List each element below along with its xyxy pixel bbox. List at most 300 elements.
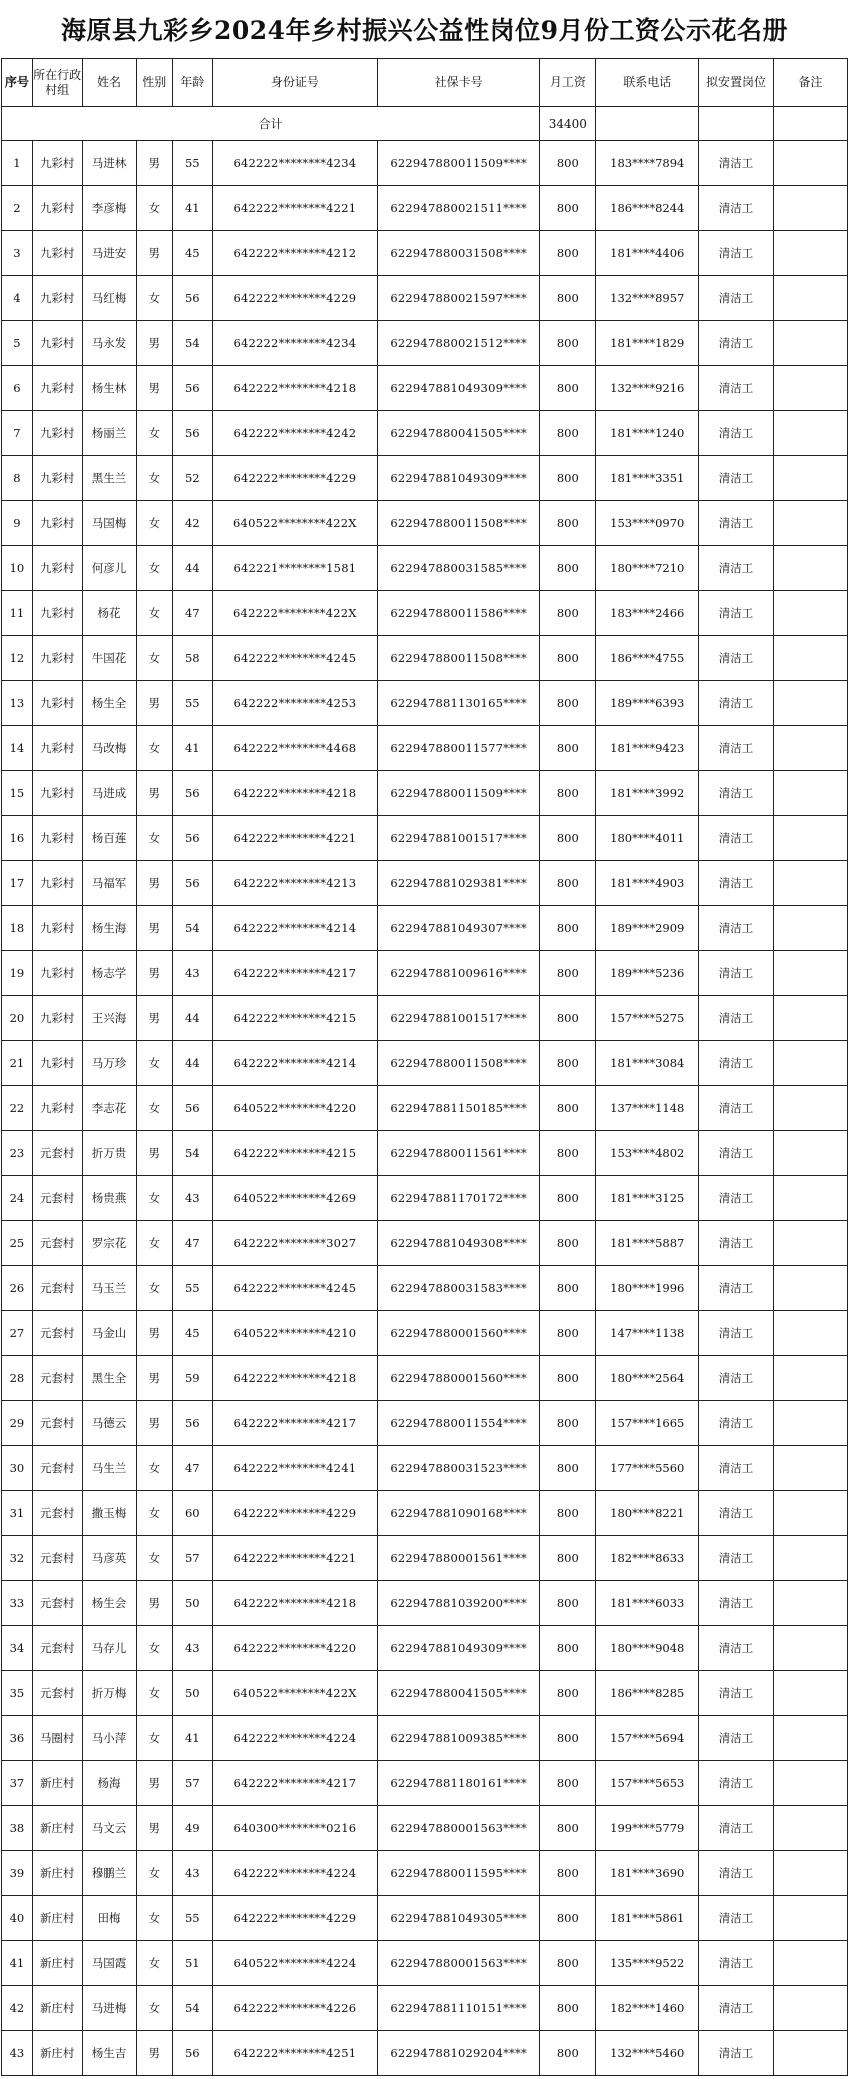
cell-post: 清洁工	[699, 501, 774, 546]
cell-id: 642222********4221	[212, 186, 377, 231]
cell-wage: 800	[540, 411, 596, 456]
cell-seq: 34	[2, 1626, 33, 1671]
cell-wage: 800	[540, 1626, 596, 1671]
cell-age: 47	[172, 591, 212, 636]
cell-age: 42	[172, 501, 212, 546]
cell-wage: 800	[540, 591, 596, 636]
cell-gender: 女	[136, 186, 172, 231]
cell-gender: 女	[136, 1536, 172, 1581]
cell-post: 清洁工	[699, 1941, 774, 1986]
cell-remark	[774, 2031, 848, 2076]
cell-remark	[774, 231, 848, 276]
cell-age: 43	[172, 951, 212, 996]
cell-wage: 800	[540, 321, 596, 366]
cell-village: 九彩村	[32, 636, 82, 681]
cell-age: 56	[172, 771, 212, 816]
cell-wage: 800	[540, 1851, 596, 1896]
table-row	[2, 1626, 848, 1671]
cell-village: 马圈村	[32, 1716, 82, 1761]
cell-card: 622947881029381****	[378, 861, 540, 906]
cell-card: 622947881049307****	[378, 906, 540, 951]
cell-name: 李彦梅	[82, 186, 136, 231]
cell-card: 622947880001560****	[378, 1356, 540, 1401]
cell-gender: 女	[136, 816, 172, 861]
cell-id: 640522********422X	[212, 501, 377, 546]
table-row	[2, 456, 848, 501]
cell-name: 马进梅	[82, 1986, 136, 2031]
cell-remark	[774, 546, 848, 591]
cell-remark	[774, 276, 848, 321]
cell-card: 622947881029204****	[378, 2031, 540, 2076]
cell-name: 杨生全	[82, 681, 136, 726]
cell-id: 642222********4229	[212, 1896, 377, 1941]
cell-village: 元套村	[32, 1131, 82, 1176]
header-remark: 备注	[774, 59, 848, 107]
cell-phone: 181****1829	[596, 321, 699, 366]
cell-remark	[774, 1356, 848, 1401]
cell-gender: 女	[136, 1041, 172, 1086]
cell-post: 清洁工	[699, 1131, 774, 1176]
cell-seq: 24	[2, 1176, 33, 1221]
cell-phone: 186****8244	[596, 186, 699, 231]
cell-remark	[774, 726, 848, 771]
cell-wage: 800	[540, 771, 596, 816]
cell-village: 元套村	[32, 1221, 82, 1266]
cell-seq: 14	[2, 726, 33, 771]
cell-post: 清洁工	[699, 321, 774, 366]
header-phone: 联系电话	[596, 59, 699, 107]
cell-remark	[774, 501, 848, 546]
cell-phone: 153****4802	[596, 1131, 699, 1176]
cell-remark	[774, 681, 848, 726]
table-row	[2, 501, 848, 546]
cell-remark	[774, 1716, 848, 1761]
cell-seq: 16	[2, 816, 33, 861]
cell-wage: 800	[540, 636, 596, 681]
cell-remark	[774, 1221, 848, 1266]
cell-seq: 9	[2, 501, 33, 546]
cell-phone: 157****5275	[596, 996, 699, 1041]
cell-id: 640522********4210	[212, 1311, 377, 1356]
cell-wage: 800	[540, 816, 596, 861]
cell-village: 九彩村	[32, 591, 82, 636]
total-empty-remark	[774, 107, 848, 141]
cell-remark	[774, 1086, 848, 1131]
cell-wage: 800	[540, 1221, 596, 1266]
cell-phone: 180****9048	[596, 1626, 699, 1671]
cell-phone: 180****8221	[596, 1491, 699, 1536]
cell-seq: 13	[2, 681, 33, 726]
cell-wage: 800	[540, 726, 596, 771]
cell-phone: 157****1665	[596, 1401, 699, 1446]
cell-age: 41	[172, 186, 212, 231]
cell-card: 622947880011509****	[378, 141, 540, 186]
cell-id: 642222********4251	[212, 2031, 377, 2076]
cell-age: 45	[172, 1311, 212, 1356]
cell-card: 622947881090168****	[378, 1491, 540, 1536]
cell-name: 杨生林	[82, 366, 136, 411]
cell-phone: 199****5779	[596, 1806, 699, 1851]
cell-wage: 800	[540, 231, 596, 276]
total-row	[2, 107, 848, 141]
cell-seq: 32	[2, 1536, 33, 1581]
cell-gender: 男	[136, 321, 172, 366]
cell-age: 43	[172, 1851, 212, 1896]
cell-phone: 157****5694	[596, 1716, 699, 1761]
cell-remark	[774, 591, 848, 636]
cell-post: 清洁工	[699, 1986, 774, 2031]
cell-post: 清洁工	[699, 1311, 774, 1356]
cell-post: 清洁工	[699, 456, 774, 501]
cell-gender: 女	[136, 1941, 172, 1986]
cell-village: 九彩村	[32, 726, 82, 771]
cell-seq: 41	[2, 1941, 33, 1986]
cell-seq: 23	[2, 1131, 33, 1176]
cell-gender: 女	[136, 1491, 172, 1536]
cell-gender: 女	[136, 591, 172, 636]
cell-card: 622947881110151****	[378, 1986, 540, 2031]
cell-name: 黑生全	[82, 1356, 136, 1401]
cell-remark	[774, 1311, 848, 1356]
cell-id: 642222********4218	[212, 771, 377, 816]
cell-name: 黑生兰	[82, 456, 136, 501]
cell-age: 54	[172, 906, 212, 951]
cell-name: 马国梅	[82, 501, 136, 546]
cell-card: 622947880031585****	[378, 546, 540, 591]
cell-village: 九彩村	[32, 141, 82, 186]
cell-age: 52	[172, 456, 212, 501]
cell-card: 622947880021511****	[378, 186, 540, 231]
table-row	[2, 276, 848, 321]
header-id: 身份证号	[212, 59, 377, 107]
cell-seq: 31	[2, 1491, 33, 1536]
cell-id: 642222********4217	[212, 1401, 377, 1446]
cell-remark	[774, 141, 848, 186]
cell-phone: 181****5861	[596, 1896, 699, 1941]
cell-phone: 180****2564	[596, 1356, 699, 1401]
cell-post: 清洁工	[699, 276, 774, 321]
cell-phone: 180****4011	[596, 816, 699, 861]
header-wage: 月工资	[540, 59, 596, 107]
cell-post: 清洁工	[699, 1536, 774, 1581]
table-row	[2, 1761, 848, 1806]
table-row	[2, 1491, 848, 1536]
cell-name: 马红梅	[82, 276, 136, 321]
cell-post: 清洁工	[699, 636, 774, 681]
cell-remark	[774, 366, 848, 411]
cell-gender: 男	[136, 861, 172, 906]
cell-gender: 男	[136, 771, 172, 816]
cell-remark	[774, 1851, 848, 1896]
cell-post: 清洁工	[699, 411, 774, 456]
cell-age: 49	[172, 1806, 212, 1851]
cell-card: 622947880021512****	[378, 321, 540, 366]
cell-village: 九彩村	[32, 1041, 82, 1086]
cell-id: 642222********4218	[212, 1356, 377, 1401]
cell-card: 622947880011577****	[378, 726, 540, 771]
cell-card: 622947880011586****	[378, 591, 540, 636]
cell-post: 清洁工	[699, 1491, 774, 1536]
cell-wage: 800	[540, 1671, 596, 1716]
cell-id: 642222********4215	[212, 1131, 377, 1176]
header-post: 拟安置岗位	[699, 59, 774, 107]
table-row	[2, 1176, 848, 1221]
cell-name: 马玉兰	[82, 1266, 136, 1311]
cell-card: 622947880011561****	[378, 1131, 540, 1176]
cell-wage: 800	[540, 456, 596, 501]
cell-card: 622947881049309****	[378, 1626, 540, 1671]
cell-age: 56	[172, 816, 212, 861]
cell-wage: 800	[540, 1446, 596, 1491]
cell-card: 622947880001560****	[378, 1311, 540, 1356]
cell-card: 622947881049309****	[378, 456, 540, 501]
cell-remark	[774, 861, 848, 906]
cell-age: 54	[172, 321, 212, 366]
cell-id: 642222********4253	[212, 681, 377, 726]
table-row	[2, 1446, 848, 1491]
cell-gender: 男	[136, 1806, 172, 1851]
cell-phone: 186****4755	[596, 636, 699, 681]
cell-remark	[774, 1671, 848, 1716]
cell-remark	[774, 1176, 848, 1221]
cell-id: 642222********4234	[212, 321, 377, 366]
cell-village: 元套村	[32, 1356, 82, 1401]
cell-id: 642222********4224	[212, 1851, 377, 1896]
cell-gender: 女	[136, 546, 172, 591]
cell-village: 九彩村	[32, 771, 82, 816]
cell-seq: 29	[2, 1401, 33, 1446]
cell-age: 50	[172, 1581, 212, 1626]
cell-age: 51	[172, 1941, 212, 1986]
cell-phone: 181****3351	[596, 456, 699, 501]
cell-phone: 182****1460	[596, 1986, 699, 2031]
cell-name: 折万贵	[82, 1131, 136, 1176]
table-row	[2, 1266, 848, 1311]
cell-seq: 19	[2, 951, 33, 996]
cell-gender: 男	[136, 681, 172, 726]
cell-seq: 5	[2, 321, 33, 366]
cell-card: 622947880011509****	[378, 771, 540, 816]
cell-name: 马万珍	[82, 1041, 136, 1086]
cell-village: 九彩村	[32, 276, 82, 321]
cell-id: 642222********4468	[212, 726, 377, 771]
cell-id: 642222********4221	[212, 1536, 377, 1581]
cell-post: 清洁工	[699, 726, 774, 771]
cell-remark	[774, 1986, 848, 2031]
cell-id: 642222********4218	[212, 1581, 377, 1626]
cell-name: 马存儿	[82, 1626, 136, 1671]
cell-name: 折万梅	[82, 1671, 136, 1716]
cell-id: 640522********4220	[212, 1086, 377, 1131]
cell-phone: 180****7210	[596, 546, 699, 591]
total-wage: 34400	[540, 107, 596, 141]
cell-age: 44	[172, 546, 212, 591]
header-age: 年龄	[172, 59, 212, 107]
roster-table	[1, 58, 848, 2076]
table-row	[2, 591, 848, 636]
cell-seq: 15	[2, 771, 33, 816]
cell-gender: 女	[136, 726, 172, 771]
header-seq: 序号	[2, 59, 33, 107]
cell-post: 清洁工	[699, 2031, 774, 2076]
cell-age: 57	[172, 1761, 212, 1806]
cell-post: 清洁工	[699, 1446, 774, 1491]
cell-wage: 800	[540, 681, 596, 726]
cell-village: 元套村	[32, 1311, 82, 1356]
table-row	[2, 906, 848, 951]
table-row	[2, 1356, 848, 1401]
cell-wage: 800	[540, 1491, 596, 1536]
cell-seq: 36	[2, 1716, 33, 1761]
cell-card: 622947880001563****	[378, 1806, 540, 1851]
cell-name: 撒玉梅	[82, 1491, 136, 1536]
cell-phone: 137****1148	[596, 1086, 699, 1131]
cell-gender: 男	[136, 366, 172, 411]
cell-card: 622947881170172****	[378, 1176, 540, 1221]
cell-remark	[774, 456, 848, 501]
table-row	[2, 726, 848, 771]
cell-phone: 132****5460	[596, 2031, 699, 2076]
cell-card: 622947880031508****	[378, 231, 540, 276]
cell-post: 清洁工	[699, 1806, 774, 1851]
cell-name: 杨花	[82, 591, 136, 636]
cell-village: 九彩村	[32, 816, 82, 861]
cell-id: 642222********4229	[212, 1491, 377, 1536]
cell-name: 杨生海	[82, 906, 136, 951]
cell-seq: 11	[2, 591, 33, 636]
cell-seq: 2	[2, 186, 33, 231]
cell-card: 622947881009616****	[378, 951, 540, 996]
cell-village: 元套村	[32, 1671, 82, 1716]
cell-gender: 男	[136, 1761, 172, 1806]
cell-name: 杨海	[82, 1761, 136, 1806]
cell-seq: 28	[2, 1356, 33, 1401]
page-title: 海原县九彩乡2024年乡村振兴公益性岗位9月份工资公示花名册	[61, 16, 788, 45]
header-gender: 性别	[136, 59, 172, 107]
cell-wage: 800	[540, 1581, 596, 1626]
cell-card: 622947880011508****	[378, 636, 540, 681]
cell-remark	[774, 816, 848, 861]
cell-village: 元套村	[32, 1581, 82, 1626]
cell-post: 清洁工	[699, 1626, 774, 1671]
cell-age: 41	[172, 726, 212, 771]
cell-phone: 181****4406	[596, 231, 699, 276]
cell-gender: 女	[136, 1086, 172, 1131]
cell-wage: 800	[540, 2031, 596, 2076]
cell-seq: 22	[2, 1086, 33, 1131]
cell-village: 元套村	[32, 1491, 82, 1536]
table-row	[2, 2031, 848, 2076]
cell-wage: 800	[540, 546, 596, 591]
table-row	[2, 1581, 848, 1626]
cell-wage: 800	[540, 1176, 596, 1221]
cell-phone: 181****1240	[596, 411, 699, 456]
table-row	[2, 1086, 848, 1131]
cell-wage: 800	[540, 1761, 596, 1806]
cell-post: 清洁工	[699, 231, 774, 276]
cell-wage: 800	[540, 1536, 596, 1581]
cell-gender: 女	[136, 456, 172, 501]
cell-age: 55	[172, 1266, 212, 1311]
table-row	[2, 321, 848, 366]
cell-phone: 189****2909	[596, 906, 699, 951]
cell-name: 马进成	[82, 771, 136, 816]
table-row	[2, 231, 848, 276]
cell-gender: 男	[136, 951, 172, 996]
cell-card: 622947880041505****	[378, 1671, 540, 1716]
cell-village: 九彩村	[32, 411, 82, 456]
cell-card: 622947881001517****	[378, 996, 540, 1041]
cell-seq: 4	[2, 276, 33, 321]
cell-gender: 男	[136, 1131, 172, 1176]
cell-wage: 800	[540, 1941, 596, 1986]
cell-card: 622947881130165****	[378, 681, 540, 726]
table-row	[2, 186, 848, 231]
cell-card: 622947880041505****	[378, 411, 540, 456]
cell-gender: 女	[136, 1176, 172, 1221]
cell-remark	[774, 1446, 848, 1491]
cell-card: 622947881001517****	[378, 816, 540, 861]
cell-wage: 800	[540, 1041, 596, 1086]
cell-gender: 男	[136, 1581, 172, 1626]
cell-village: 九彩村	[32, 996, 82, 1041]
cell-gender: 女	[136, 1851, 172, 1896]
cell-village: 新庄村	[32, 1941, 82, 1986]
table-row	[2, 861, 848, 906]
cell-post: 清洁工	[699, 816, 774, 861]
cell-name: 杨贵燕	[82, 1176, 136, 1221]
cell-gender: 女	[136, 1986, 172, 2031]
cell-seq: 21	[2, 1041, 33, 1086]
cell-id: 642222********4214	[212, 906, 377, 951]
cell-name: 杨生会	[82, 1581, 136, 1626]
cell-id: 642222********4224	[212, 1716, 377, 1761]
cell-village: 元套村	[32, 1626, 82, 1671]
cell-village: 新庄村	[32, 1896, 82, 1941]
cell-age: 45	[172, 231, 212, 276]
cell-village: 九彩村	[32, 546, 82, 591]
cell-post: 清洁工	[699, 1671, 774, 1716]
cell-id: 642222********4213	[212, 861, 377, 906]
cell-remark	[774, 996, 848, 1041]
cell-age: 58	[172, 636, 212, 681]
cell-village: 元套村	[32, 1536, 82, 1581]
cell-id: 642222********4218	[212, 366, 377, 411]
cell-id: 642222********4221	[212, 816, 377, 861]
cell-phone: 182****8633	[596, 1536, 699, 1581]
cell-phone: 132****9216	[596, 366, 699, 411]
cell-phone: 186****8285	[596, 1671, 699, 1716]
cell-name: 李志花	[82, 1086, 136, 1131]
cell-card: 622947880001561****	[378, 1536, 540, 1581]
cell-name: 杨丽兰	[82, 411, 136, 456]
cell-remark	[774, 1536, 848, 1581]
cell-wage: 800	[540, 141, 596, 186]
cell-seq: 8	[2, 456, 33, 501]
cell-remark	[774, 771, 848, 816]
table-row	[2, 546, 848, 591]
cell-gender: 男	[136, 906, 172, 951]
cell-gender: 女	[136, 1716, 172, 1761]
cell-age: 54	[172, 1986, 212, 2031]
cell-village: 九彩村	[32, 501, 82, 546]
cell-age: 43	[172, 1626, 212, 1671]
total-empty-post	[699, 107, 774, 141]
cell-gender: 男	[136, 1401, 172, 1446]
cell-wage: 800	[540, 1986, 596, 2031]
cell-name: 王兴海	[82, 996, 136, 1041]
cell-wage: 800	[540, 1311, 596, 1356]
